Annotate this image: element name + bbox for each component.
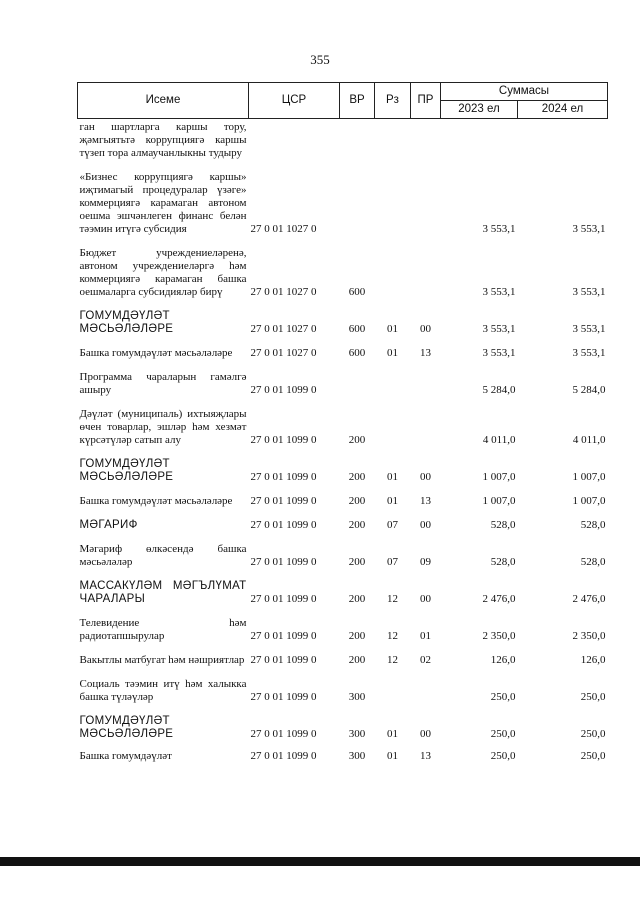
cell-pr: 02 [420, 654, 431, 666]
cell-pr: 00 [420, 519, 431, 531]
cell-csr: 27 0 01 1099 0 [250, 630, 317, 642]
cell-s2023: 1 007,0 [482, 495, 516, 507]
cell-s2023: 250,0 [490, 691, 516, 703]
cell-s2023: 3 553,1 [482, 286, 516, 298]
cell-rz [375, 163, 411, 239]
cell-csr: 27 0 01 1099 0 [250, 654, 317, 666]
cell-name: ГОМУМДӘҮЛӘТ МӘСЬӘЛӘЛӘРЕ [79, 715, 174, 740]
header-vr: ВР [340, 83, 375, 119]
cell-vr: 200 [348, 434, 366, 446]
header-year-2023: 2023 ел [441, 101, 518, 119]
cell-rz [375, 239, 411, 302]
cell-csr: 27 0 01 1099 0 [250, 750, 317, 762]
cell-csr: 27 0 01 1099 0 [250, 728, 317, 740]
cell-name: Телевидение һәм радиотапшырулар [79, 617, 247, 642]
cell-rz: 01 [387, 471, 398, 483]
header-csr: ЦСР [249, 83, 340, 119]
cell-pr [411, 670, 441, 707]
cell-vr: 600 [348, 323, 366, 335]
table-row [78, 744, 608, 766]
cell-s2023: 3 553,1 [482, 347, 516, 359]
cell-s2023 [441, 119, 518, 164]
cell-rz: 07 [387, 556, 398, 568]
cell-rz [375, 400, 411, 450]
table-row [78, 119, 608, 164]
cell-vr: 300 [348, 728, 366, 740]
cell-s2024: 2 476,0 [572, 593, 606, 605]
cell-rz: 01 [387, 323, 398, 335]
cell-name: Бюджет учреждениеләренә, автоном учреждениеләргә һәм коммерциягә карамаган башка оешмаларга субсидияләр бирү [79, 247, 247, 298]
cell-s2023: 528,0 [490, 556, 516, 568]
cell-csr: 27 0 01 1099 0 [250, 384, 317, 396]
cell-vr: 200 [348, 556, 366, 568]
table-row [78, 239, 608, 302]
cell-s2024: 3 553,1 [572, 286, 606, 298]
cell-vr: 600 [348, 286, 366, 298]
cell-csr: 27 0 01 1027 0 [250, 347, 317, 359]
cell-s2023: 5 284,0 [482, 384, 516, 396]
cell-csr: 27 0 01 1099 0 [250, 593, 317, 605]
cell-rz: 01 [387, 495, 398, 507]
cell-pr: 13 [420, 495, 431, 507]
cell-csr: 27 0 01 1099 0 [250, 471, 317, 483]
table-row [78, 450, 608, 487]
cell-s2023: 1 007,0 [482, 471, 516, 483]
cell-pr: 09 [420, 556, 431, 568]
cell-s2024: 250,0 [580, 691, 606, 703]
table-row [78, 707, 608, 744]
cell-csr: 27 0 01 1027 0 [250, 223, 317, 235]
table-row [78, 400, 608, 450]
cell-rz [375, 363, 411, 400]
table-row [78, 487, 608, 511]
cell-vr: 200 [348, 471, 366, 483]
cell-name: «Бизнес коррупциягә каршы» иҗтимагый процедуралар үзәге» коммерциягә карамаган автоном оешма эшчәнлеген финанс белән тәэмин итүгә субсидия [79, 171, 247, 235]
cell-pr: 13 [420, 347, 431, 359]
header-year-2024: 2024 ел [518, 101, 608, 119]
cell-pr: 00 [420, 728, 431, 740]
cell-s2024: 126,0 [580, 654, 606, 666]
cell-rz: 01 [387, 728, 398, 740]
cell-vr: 200 [348, 593, 366, 605]
cell-csr: 27 0 01 1027 0 [250, 286, 317, 298]
cell-s2024: 3 553,1 [572, 223, 606, 235]
cell-vr: 300 [348, 750, 366, 762]
cell-csr: 27 0 01 1099 0 [250, 556, 317, 568]
cell-s2023: 528,0 [490, 519, 516, 531]
cell-vr: 300 [348, 691, 366, 703]
cell-s2023: 3 553,1 [482, 223, 516, 235]
cell-pr [411, 239, 441, 302]
cell-s2024: 1 007,0 [572, 495, 606, 507]
cell-s2023: 250,0 [490, 750, 516, 762]
cell-name: ган шартларга каршы тору, җәмгыятьтә коррупциягә каршы түзеп тора алмаучанлыкны тудыру [79, 121, 247, 159]
cell-rz: 12 [387, 593, 398, 605]
cell-pr: 00 [420, 471, 431, 483]
cell-name: Башка гомумдәүләт мәсьәләләре [79, 347, 233, 359]
table-row [78, 363, 608, 400]
table-row [78, 646, 608, 670]
cell-name: Вакытлы матбугат һәм нәшриятлар [79, 654, 245, 666]
cell-name: Мәгариф өлкәсендә башка мәсьәләләр [79, 543, 247, 568]
cell-name: Программа чараларын гамәлгә ашыру [79, 371, 247, 396]
table-row [78, 670, 608, 707]
scan-edge-bar [0, 857, 640, 866]
cell-s2023: 126,0 [490, 654, 516, 666]
cell-s2024: 250,0 [580, 750, 606, 762]
cell-s2024: 3 553,1 [572, 323, 606, 335]
table-row [78, 609, 608, 646]
cell-s2023: 2 350,0 [482, 630, 516, 642]
cell-name: Башка гомумдәүләт [79, 750, 172, 762]
header-name: Исеме [78, 83, 249, 119]
table-row [78, 535, 608, 572]
cell-pr [411, 119, 441, 164]
cell-s2024: 2 350,0 [572, 630, 606, 642]
cell-name: ГОМУМДӘҮЛӘТ МӘСЬӘЛӘЛӘРЕ [79, 310, 174, 335]
cell-name: МӘГАРИФ [79, 519, 138, 531]
table-row [78, 511, 608, 535]
page-number: 355 [310, 52, 330, 67]
cell-s2024 [518, 119, 608, 164]
cell-s2023: 2 476,0 [482, 593, 516, 605]
cell-vr: 200 [348, 654, 366, 666]
cell-csr: 27 0 01 1099 0 [250, 519, 317, 531]
cell-name: ГОМУМДӘҮЛӘТ МӘСЬӘЛӘЛӘРЕ [79, 458, 174, 483]
cell-vr: 600 [348, 347, 366, 359]
cell-rz: 01 [387, 347, 398, 359]
cell-s2023: 250,0 [490, 728, 516, 740]
cell-rz: 07 [387, 519, 398, 531]
header-rz: Рз [375, 83, 411, 119]
cell-rz: 12 [387, 630, 398, 642]
cell-pr [411, 163, 441, 239]
cell-rz: 01 [387, 750, 398, 762]
cell-vr [340, 363, 375, 400]
cell-name: Башка гомумдәүләт мәсьәләләре [79, 495, 233, 507]
budget-table [77, 82, 608, 766]
table-row [78, 163, 608, 239]
cell-s2024: 4 011,0 [572, 434, 606, 446]
table-row [78, 572, 608, 609]
cell-s2024: 250,0 [580, 728, 606, 740]
cell-name: Социаль тәэмин итү һәм халыкка башка түләүләр [79, 678, 247, 703]
cell-rz [375, 119, 411, 164]
cell-pr: 01 [420, 630, 431, 642]
cell-name: МАССАКҮЛӘМ МӘГЪЛҮМАТ ЧАРАЛАРЫ [79, 580, 247, 605]
table-body [78, 119, 608, 767]
cell-csr: 27 0 01 1099 0 [250, 434, 317, 446]
cell-s2024: 3 553,1 [572, 347, 606, 359]
cell-pr [411, 400, 441, 450]
cell-s2023: 4 011,0 [482, 434, 516, 446]
cell-pr: 00 [420, 323, 431, 335]
cell-s2024: 1 007,0 [572, 471, 606, 483]
cell-s2024: 528,0 [580, 556, 606, 568]
cell-pr [411, 363, 441, 400]
cell-vr: 200 [348, 519, 366, 531]
cell-name: Дәүләт (муниципаль) ихтыяҗлары өчен товарлар, эшләр һәм хезмәт күрсәтүләр сатып алу [79, 408, 247, 446]
cell-csr: 27 0 01 1099 0 [250, 691, 317, 703]
cell-vr: 200 [348, 495, 366, 507]
cell-vr: 200 [348, 630, 366, 642]
cell-s2024: 528,0 [580, 519, 606, 531]
cell-vr [340, 119, 375, 164]
cell-csr: 27 0 01 1099 0 [250, 495, 317, 507]
cell-s2024: 5 284,0 [572, 384, 606, 396]
cell-csr: 27 0 01 1027 0 [250, 323, 317, 335]
cell-rz [375, 670, 411, 707]
cell-csr [249, 119, 340, 164]
cell-vr [340, 163, 375, 239]
header-sums: Суммасы [441, 83, 608, 101]
cell-pr: 00 [420, 593, 431, 605]
cell-rz: 12 [387, 654, 398, 666]
header-pr: ПР [411, 83, 441, 119]
cell-pr: 13 [420, 750, 431, 762]
table-row [78, 339, 608, 363]
table-row [78, 302, 608, 339]
cell-s2023: 3 553,1 [482, 323, 516, 335]
